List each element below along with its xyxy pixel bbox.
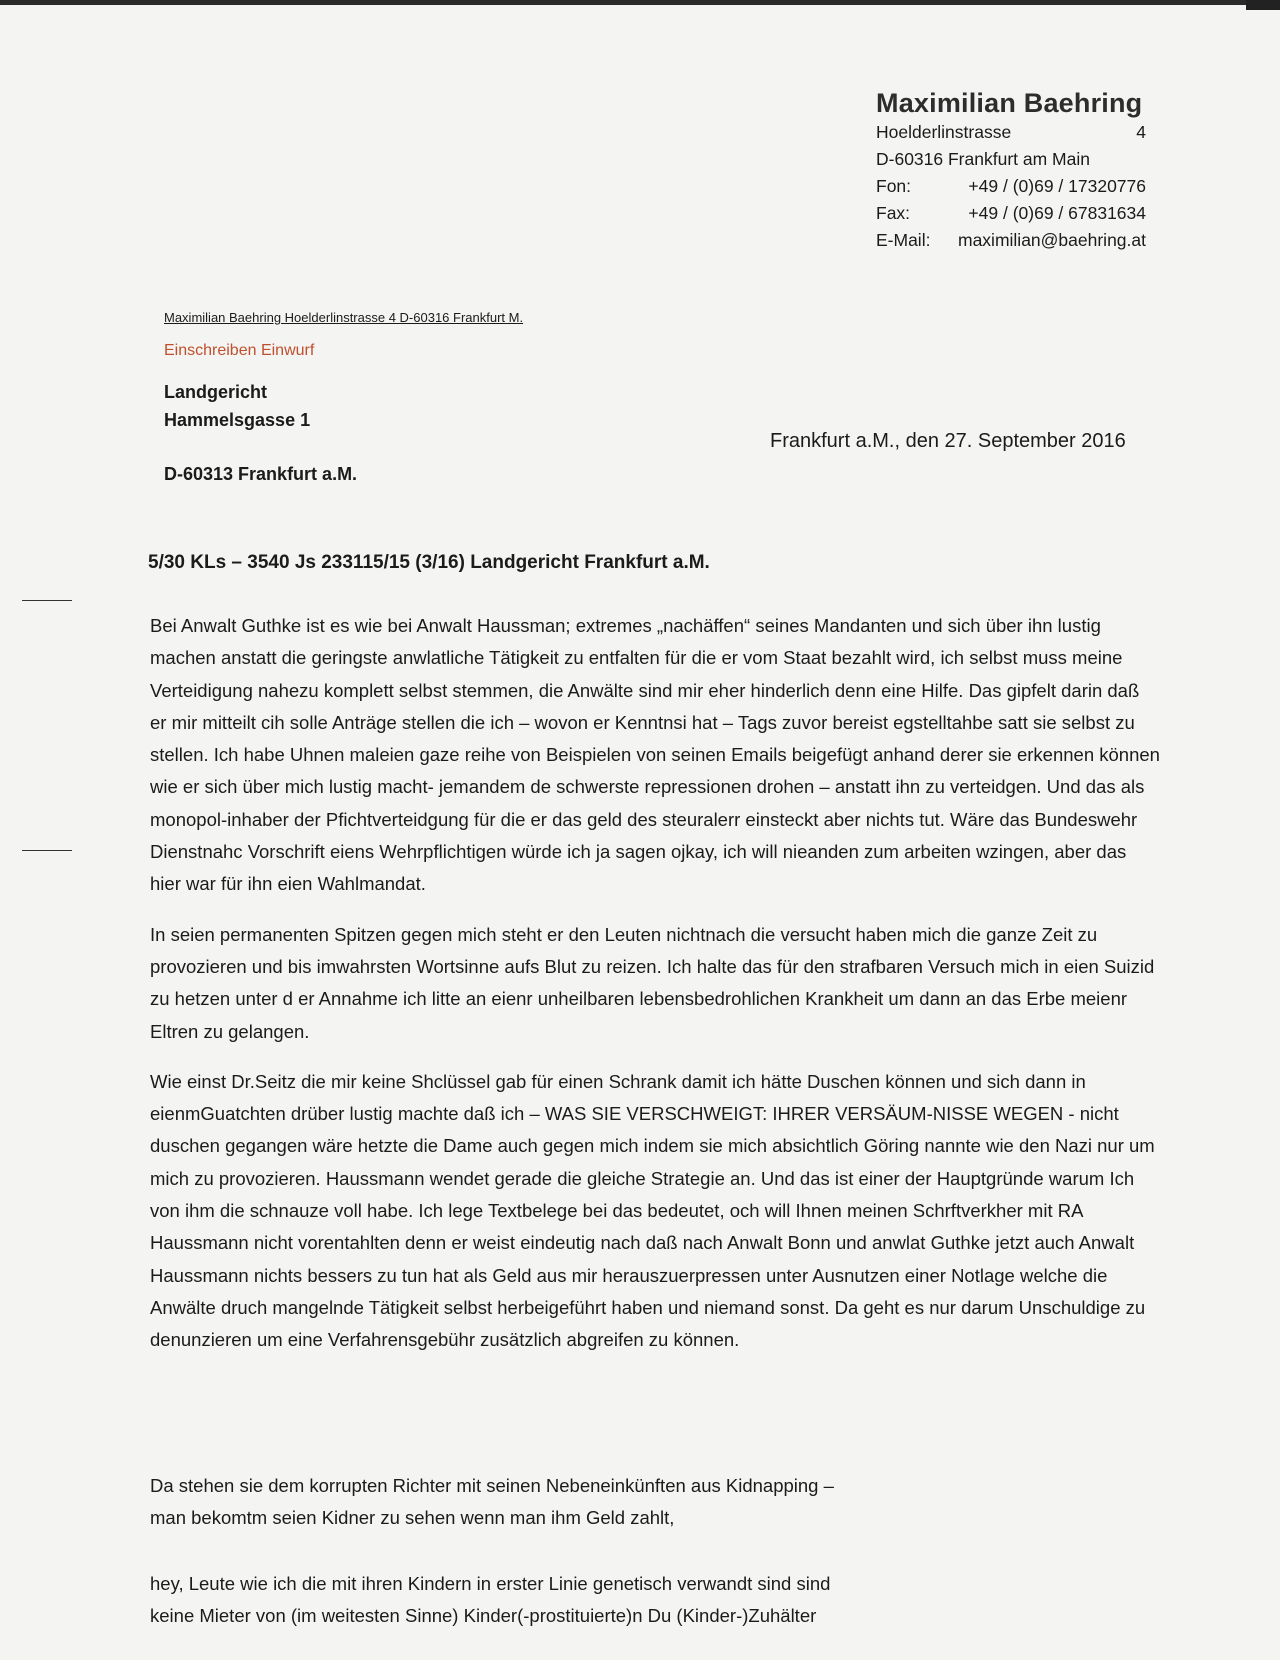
recipient-line-3: D-60313 Frankfurt a.M. bbox=[164, 464, 358, 484]
sender-email-line bbox=[876, 227, 1146, 254]
email-address: maximilian@baehring.at bbox=[958, 230, 1146, 250]
sender-city-line bbox=[876, 146, 1146, 173]
paragraph-4-line-1: Da stehen sie dem korrupten Richter mit seinen Nebeneinkünften aus Kidnapping – bbox=[150, 1475, 834, 1496]
body-paragraph-4 bbox=[150, 1470, 1160, 1534]
sender-city: D-60316 Frankfurt am Main bbox=[876, 149, 1090, 169]
body-paragraph-2: In seien permanenten Spitzen gegen mich steht er den Leuten nichtnach die versucht haben mich die ganze Zeit zu provozieren und bis imwahrsten Wortsinne aufs Blut zu reizen. Ich halte das für den strafbaren Versuch mich in eien Suizid zu hetzen unter d er Annahme ich litte an eienr unheilbaren lebensbedrohlichen Krankheit um dann an das Erbe meienr Eltren zu gelangen. bbox=[150, 923, 1155, 1042]
sender-phone-line bbox=[876, 173, 1146, 200]
sender-street: Hoelderlinstrasse bbox=[876, 122, 1012, 142]
letter-body bbox=[150, 610, 1160, 1357]
phone-number: +49 / (0)69 / 17320776 bbox=[968, 176, 1146, 196]
scan-corner-mark bbox=[1246, 0, 1280, 10]
fax-label: Fax: bbox=[876, 203, 911, 223]
registered-mail-note: Einschreiben Einwurf bbox=[164, 342, 315, 359]
return-address: Maximilian Baehring Hoelderlinstrasse 4 D-60316 Frankfurt M. bbox=[164, 310, 524, 325]
recipient-line-1: Landgericht bbox=[164, 382, 268, 402]
phone-label: Fon: bbox=[876, 176, 912, 196]
paragraph-5-line-2: keine Mieter von (im weitesten Sinne) Kinder(-prostituierte)n Du (Kinder-)Zuhälter bbox=[150, 1605, 817, 1626]
subject-line: 5/30 KLs – 3540 Js 233115/15 (3/16) Landgericht Frankfurt a.M. bbox=[148, 552, 710, 573]
scan-top-edge bbox=[0, 0, 1280, 5]
recipient-line-2: Hammelsgasse 1 bbox=[164, 410, 311, 430]
sender-fax-line bbox=[876, 200, 1146, 227]
fax-number: +49 / (0)69 / 67831634 bbox=[968, 203, 1146, 223]
sender-house-number: 4 bbox=[1136, 122, 1146, 142]
fold-mark-middle bbox=[22, 850, 72, 851]
paragraph-4-line-2: man bekomtm seien Kidner zu sehen wenn man ihm Geld zahlt, bbox=[150, 1507, 675, 1528]
body-paragraph-1: Bei Anwalt Guthke ist es wie bei Anwalt Haussman; extremes „nachäffen“ seines Mandanten und sich über ihn lustig machen anstatt die geringste anwlatliche Tätigkeit zu entfalten für die er vom Staat bezahlt wird, ich selbst muss meine Verteidigung nahezu komplett selbst stemmen, die Anwälte sind mir eher hinderlich denn eine Hilfe. Das gipfelt darin daß er mir mitteilt cih solle Anträge stellen die ich – wovon er Kenntnsi hat – Tags zuvor bereist egstelltahbe satt sie selbst zu stellen. Ich habe Uhnen maleien gaze reihe von Beispielen von seinen Emails beigefügt anhand derer sie erkennen können wie er sich über mich lustig macht- jemandem de schwerste repressionen drohen – anstatt ihn zu verteidgen. Und das als monopol-inhaber der Pfichtverteidgung für die er das geld des steuralerr einsteckt aber nichts tut. Wäre das Bundeswehr Dienstnahc Vorschrift eiens Wehrpflichtigen würde ich ja sagen ojkay, ich will nieanden zum arbeiten wzingen, aber das hier war für ihn eien Wahlmandat. bbox=[150, 615, 1160, 895]
sender-name: Maximilian Baehring bbox=[876, 88, 1143, 118]
paragraph-5-line-1: hey, Leute wie ich die mit ihren Kindern in erster Linie genetisch verwandt sind sind bbox=[150, 1573, 831, 1594]
body-paragraph-3: Wie einst Dr.Seitz die mir keine Shclüssel gab für einen Schrank damit ich hätte Duschen können und sich dann in eienmGuatchten drüber lustig machte daß ich – WAS SIE VERSCHWEIGT: IHRER VERSÄUM-NISSE WEGEN - nicht duschen gegangen wäre hetzte die Dame auch gegen mich indem sie mich absichtlich Göring nannte wie den Nazi nur um mich zu provozieren. Haussmann wendet gerade die gleiche Strategie an. Und das ist einer der Hauptgründe warum Ich von ihm die schnauze voll habe. Ich lege Textbelege bei das bedeutet, och will Ihnen meinen Schrftverkher mit RA Haussmann nicht vorentahlten denn er weist eindeutig nach daß nach Anwalt Bonn und anwlat Guthke jetzt auch Anwalt Haussmann nichts bessers zu tun hat als Geld aus mir herauszuerpressen unter Ausnutzen einer Notlage welche die Anwälte druch mangelnde Tätigkeit selbst herbeigeführt haben und niemand sonst. Da geht es nur darum Unschuldige zu denunzieren um eine Verfahrensgebühr zusätzlich abgreifen zu können. bbox=[150, 1070, 1155, 1351]
email-label: E-Mail: bbox=[876, 230, 931, 250]
fold-mark-top bbox=[22, 600, 72, 601]
body-paragraph-5 bbox=[150, 1568, 1160, 1632]
sender-block bbox=[876, 88, 1146, 254]
recipient-block bbox=[164, 378, 357, 488]
date-line: Frankfurt a.M., den 27. September 2016 bbox=[770, 430, 1126, 452]
sender-street-line bbox=[876, 119, 1146, 146]
